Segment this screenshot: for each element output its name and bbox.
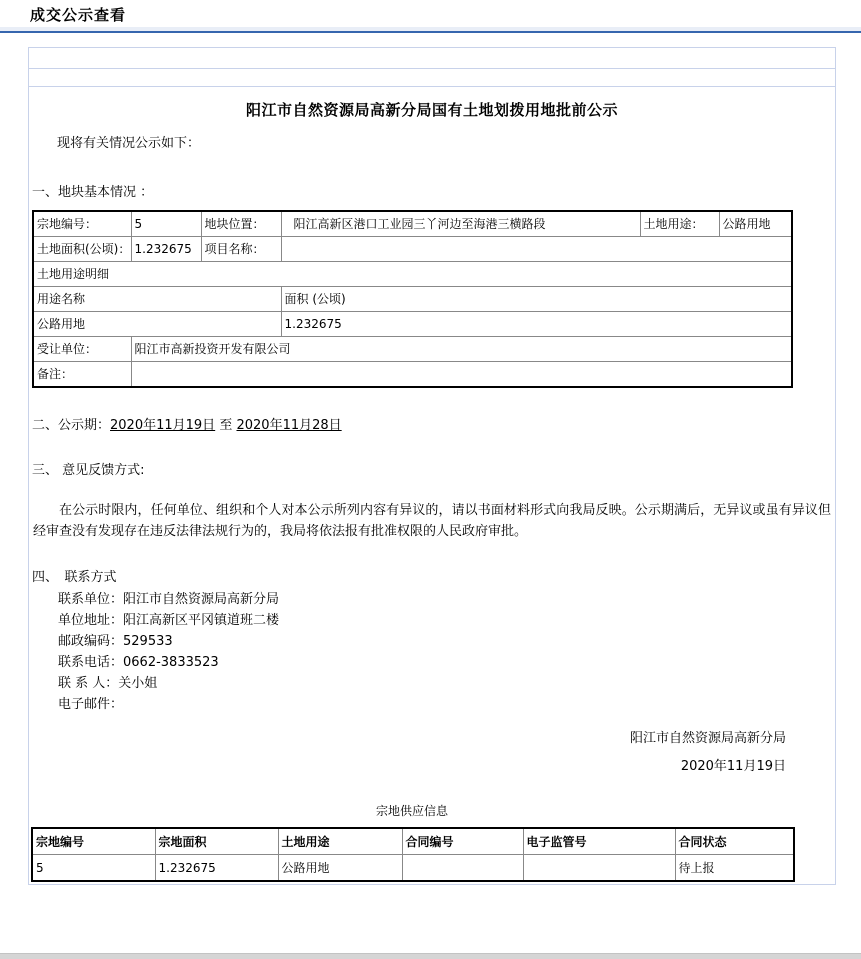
project-name-value <box>281 237 792 262</box>
contact-phone-value: 0662-3833523 <box>123 655 219 670</box>
use-name-value: 公路用地 <box>33 312 281 337</box>
section3-heading: 三、 意见反馈方式: <box>32 463 145 478</box>
table-row <box>33 287 792 312</box>
contact-address-label: 单位地址： <box>58 613 124 628</box>
signature-org: 阳江市自然资源局高新分局 <box>629 731 786 746</box>
supply-table-title: 宗地供应信息 <box>375 804 448 818</box>
transferee-value: 阳江市高新投资开发有限公司 <box>131 337 792 362</box>
land-use-detail-heading: 土地用途明细 <box>33 262 792 287</box>
parcel-number-value: 5 <box>131 211 201 237</box>
supply-table-data-row <box>32 855 794 882</box>
intro-line: 现将有关情况公示如下： <box>57 136 201 151</box>
location-value: 阳江高新区港口工业园三丫河边至海港三横路段 <box>281 211 640 237</box>
land-use-label: 土地用途： <box>640 211 719 237</box>
section4-heading: 四、 联系方式 <box>32 570 117 585</box>
supply-header-supervision-number: 电子监管号 <box>523 828 675 855</box>
contact-unit-label: 联系单位： <box>58 592 124 607</box>
area-value: 1.232675 <box>281 312 792 337</box>
page-title: 成交公示查看 <box>30 6 127 24</box>
announcement-document <box>28 87 836 885</box>
supply-table-header-row <box>32 828 794 855</box>
page-header <box>0 0 861 33</box>
land-use-value: 公路用地 <box>719 211 792 237</box>
period-joiner: 至 <box>219 418 233 433</box>
remarks-value <box>131 362 792 388</box>
table-row <box>33 312 792 337</box>
use-name-header: 用途名称 <box>33 287 281 312</box>
transferee-label: 受让单位： <box>33 337 131 362</box>
empty-toolbar-row-2 <box>28 69 836 87</box>
contact-person-line <box>58 677 833 690</box>
supply-land-use: 公路用地 <box>278 855 402 882</box>
contact-unit-line <box>58 593 833 606</box>
contact-person-label: 联 系 人： <box>58 676 119 691</box>
supply-contract-number <box>402 855 523 882</box>
period-end-date: 2020年11月28日 <box>236 418 342 433</box>
publicity-period-line <box>32 414 833 433</box>
table-row <box>33 262 792 287</box>
supply-supervision-number <box>523 855 675 882</box>
supply-header-land-use: 土地用途 <box>278 828 402 855</box>
contact-email-line <box>58 698 833 711</box>
supply-contract-status: 待上报 <box>675 855 794 882</box>
feedback-paragraph: 在公示时限内，任何单位、组织和个人对本公示所列内容有异议的，请以书面材料形式向我局反映。公示期满后，无异议或虽有异议但经审查没有发现存在违反法律法规行为的，我局将依法报有批准权限的人民政府审批。 <box>33 503 831 539</box>
remarks-label: 备注： <box>33 362 131 388</box>
contact-postcode-label: 邮政编码： <box>58 634 124 649</box>
header-shade-bar <box>0 27 861 31</box>
supply-parcel-area: 1.232675 <box>155 855 278 882</box>
contact-postcode-value: 529533 <box>123 634 173 649</box>
contact-phone-line <box>58 656 833 669</box>
supply-header-contract-number: 合同编号 <box>402 828 523 855</box>
document-title: 阳江市自然资源局高新分局国有土地划拨用地批前公示 <box>245 101 618 119</box>
area-header: 面积 (公顷) <box>281 287 792 312</box>
section1-heading: 一、地块基本情况 ： <box>32 185 154 200</box>
table-row <box>33 211 792 237</box>
contact-phone-label: 联系电话： <box>58 655 124 670</box>
empty-toolbar-row-1 <box>28 47 836 69</box>
parcel-supply-table <box>31 827 795 882</box>
supply-header-parcel-number: 宗地编号 <box>32 828 155 855</box>
period-prefix: 二、公示期： <box>32 418 111 433</box>
parcel-number-label: 宗地编号： <box>33 211 131 237</box>
period-start-date: 2020年11月19日 <box>110 418 216 433</box>
contact-address-line <box>58 614 833 627</box>
contact-person-value: 关小姐 <box>118 676 158 691</box>
table-row <box>33 337 792 362</box>
contact-postcode-line <box>58 635 833 648</box>
signature-date: 2020年11月19日 <box>680 759 786 774</box>
supply-header-contract-status: 合同状态 <box>675 828 794 855</box>
table-row <box>33 362 792 388</box>
project-name-label: 项目名称： <box>201 237 281 262</box>
supply-header-parcel-area: 宗地面积 <box>155 828 278 855</box>
content-panel <box>28 47 836 885</box>
land-area-label: 土地面积(公顷)： <box>33 237 131 262</box>
supply-parcel-number: 5 <box>32 855 155 882</box>
contact-address-value: 阳江高新区平冈镇道班二楼 <box>123 613 280 628</box>
table-row <box>33 237 792 262</box>
land-area-value: 1.232675 <box>131 237 201 262</box>
bottom-scroll-track[interactable] <box>0 953 861 959</box>
contact-unit-value: 阳江市自然资源局高新分局 <box>123 592 280 607</box>
parcel-info-table <box>32 210 793 388</box>
contact-email-label: 电子邮件： <box>58 697 124 712</box>
signature-block <box>31 727 833 774</box>
location-label: 地块位置： <box>201 211 281 237</box>
